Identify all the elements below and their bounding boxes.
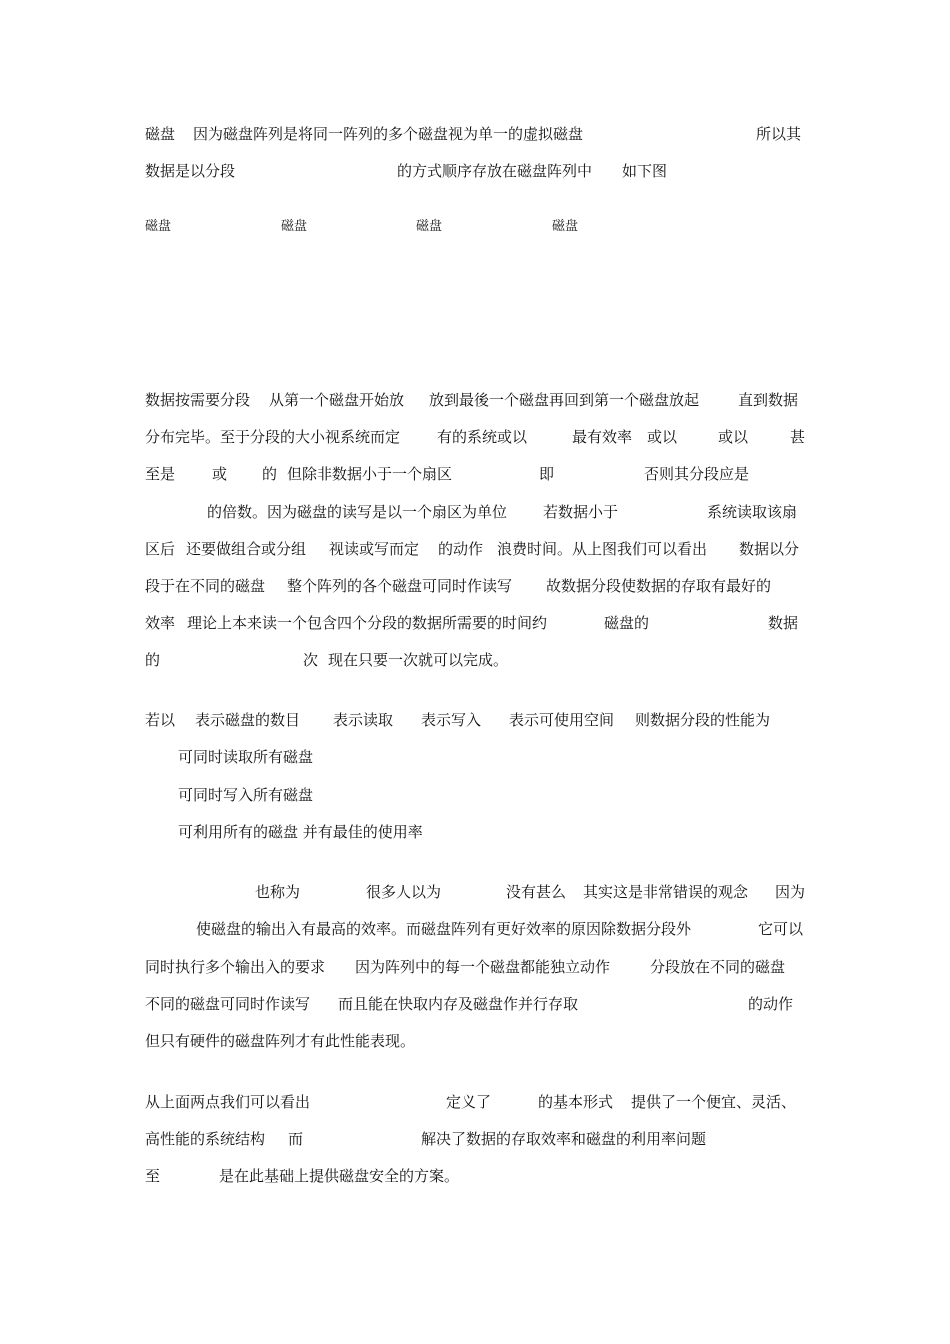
text-segment: 它可以 [758, 920, 804, 938]
text-segment: 高性能的系统结构 [145, 1130, 266, 1148]
text-segment: 的动作 [748, 995, 794, 1013]
text-segment: 表示写入 [421, 711, 482, 729]
text-segment: 区后 [145, 540, 176, 558]
text-segment: 或以 [647, 428, 678, 446]
text-segment: 可同时写入所有磁盘 [178, 786, 314, 804]
text-segment: 如下图 [622, 162, 668, 180]
text-segment: 表示磁盘的数目 [195, 711, 301, 729]
text-segment: 但只有硬件的磁盘阵列才有此性能表现。 [145, 1032, 416, 1050]
text-segment: 视读或写而定 [329, 540, 420, 558]
perf-line [0, 708, 771, 732]
text-segment: 不同的磁盘可同时作读写 [145, 995, 311, 1013]
text-segment: 使磁盘的输出入有最高的效率。而磁盘阵列有更好效率的原因除数据分段外 [196, 920, 692, 938]
text-segment: 至是 [145, 465, 176, 483]
text-segment: 的基本形式 [538, 1093, 614, 1111]
disk-label: 磁盘 [281, 219, 308, 234]
text-segment: 若数据小于 [543, 503, 619, 521]
text-segment: 故数据分段使数据的存取有最好的 [546, 577, 772, 595]
para1-line-6 [0, 574, 772, 598]
para2-line-2 [0, 917, 804, 941]
text-segment: 没有甚么 [506, 883, 567, 901]
text-segment: 分布完毕。至于分段的大小视系统而定 [145, 428, 401, 446]
para1-line-7 [0, 611, 799, 635]
intro-line-1 [0, 122, 802, 146]
text-segment: 系统读取该扇 [707, 503, 798, 521]
text-segment: 的方式顺序存放在磁盘阵列中 [397, 162, 593, 180]
text-segment: 其实这是非常错误的观念 [583, 883, 749, 901]
para1-line-3 [0, 462, 750, 486]
para2-line-5 [0, 1029, 416, 1053]
text-segment: 定义了 [446, 1093, 492, 1111]
text-segment: 的倍数。因为磁盘的读写是以一个扇区为单位 [207, 503, 508, 521]
text-segment: 因为磁盘阵列是将同一阵列的多个磁盘视为单一的虚拟磁盘 [193, 125, 584, 143]
text-segment: 而 [288, 1130, 304, 1148]
text-segment: 因为阵列中的每一个磁盘都能独立动作 [355, 958, 611, 976]
text-segment: 表示读取 [333, 711, 394, 729]
para1-line-5 [0, 537, 800, 561]
text-segment: 从上面两点我们可以看出 [145, 1093, 311, 1111]
text-segment: 次 [303, 651, 319, 669]
text-segment: 则数据分段的性能为 [635, 711, 771, 729]
text-segment: 的 [262, 465, 278, 483]
list-item [0, 783, 314, 807]
text-segment: 或以 [718, 428, 749, 446]
text-segment: 的 [145, 651, 161, 669]
text-segment: 若以 [145, 711, 176, 729]
disk-label: 磁盘 [416, 219, 443, 234]
list-item [0, 820, 423, 844]
text-segment: 磁盘的 [604, 614, 650, 632]
text-segment: 甚 [790, 428, 806, 446]
disk-label: 磁盘 [145, 219, 172, 234]
text-segment: 有的系统或以 [437, 428, 528, 446]
para2-line-4 [0, 992, 794, 1016]
para1-line-8 [0, 648, 509, 672]
text-segment: 可利用所有的磁盘 并有最佳的使用率 [178, 823, 423, 841]
text-segment: 但除非数据小于一个扇区 [287, 465, 453, 483]
para3-line-1 [0, 1090, 797, 1114]
text-segment: 数据 [768, 614, 799, 632]
text-segment: 同时执行多个输出入的要求 [145, 958, 326, 976]
text-segment: 理论上本来读一个包含四个分段的数据所需要的时间约 [187, 614, 548, 632]
para1-line-2 [0, 425, 806, 449]
text-segment: 提供了一个便宜、灵活、 [631, 1093, 797, 1111]
text-segment: 是在此基础上提供磁盘安全的方案。 [219, 1167, 460, 1185]
text-segment: 表示可使用空间 [509, 711, 615, 729]
text-segment: 也称为 [255, 883, 301, 901]
text-segment: 即 [539, 465, 555, 483]
text-segment: 数据以分 [739, 540, 800, 558]
para2-line-3 [0, 955, 786, 979]
text-segment: 数据是以分段 [145, 162, 236, 180]
para1-line-1 [0, 388, 799, 412]
text-segment: 还要做组合或分组 [186, 540, 307, 558]
list-item [0, 745, 314, 769]
text-segment: 浪费时间。从上图我们可以看出 [497, 540, 708, 558]
para1-line-4 [0, 500, 798, 524]
text-segment: 最有效率 [572, 428, 633, 446]
text-segment: 整个阵列的各个磁盘可同时作读写 [287, 577, 513, 595]
text-segment: 或 [212, 465, 228, 483]
text-segment: 效率 [145, 614, 176, 632]
text-segment: 所以其 [756, 125, 802, 143]
text-segment: 的动作 [438, 540, 484, 558]
text-segment: 段于在不同的磁盘 [145, 577, 266, 595]
text-segment: 因为 [775, 883, 806, 901]
disk-label: 磁盘 [552, 219, 579, 234]
text-segment: 现在只要一次就可以完成。 [328, 651, 509, 669]
text-segment: 放到最後一个磁盘再回到第一个磁盘放起 [429, 391, 700, 409]
text-segment: 解决了数据的存取效率和磁盘的利用率问题 [421, 1130, 707, 1148]
text-segment: 而且能在快取内存及磁盘作并行存取 [338, 995, 579, 1013]
para3-line-3 [0, 1164, 460, 1188]
text-segment: 否则其分段应是 [644, 465, 750, 483]
text-segment: 从第一个磁盘开始放 [269, 391, 405, 409]
text-segment: 分段放在不同的磁盘 [650, 958, 786, 976]
text-segment: 磁盘 [145, 125, 176, 143]
text-segment: 可同时读取所有磁盘 [178, 748, 314, 766]
para2-line-1 [0, 880, 806, 904]
text-segment: 数据按需要分段 [145, 391, 251, 409]
text-segment: 直到数据 [738, 391, 799, 409]
text-segment: 至 [145, 1167, 161, 1185]
para3-line-2 [0, 1127, 707, 1151]
intro-line-2 [0, 159, 668, 183]
text-segment: 很多人以为 [366, 883, 442, 901]
